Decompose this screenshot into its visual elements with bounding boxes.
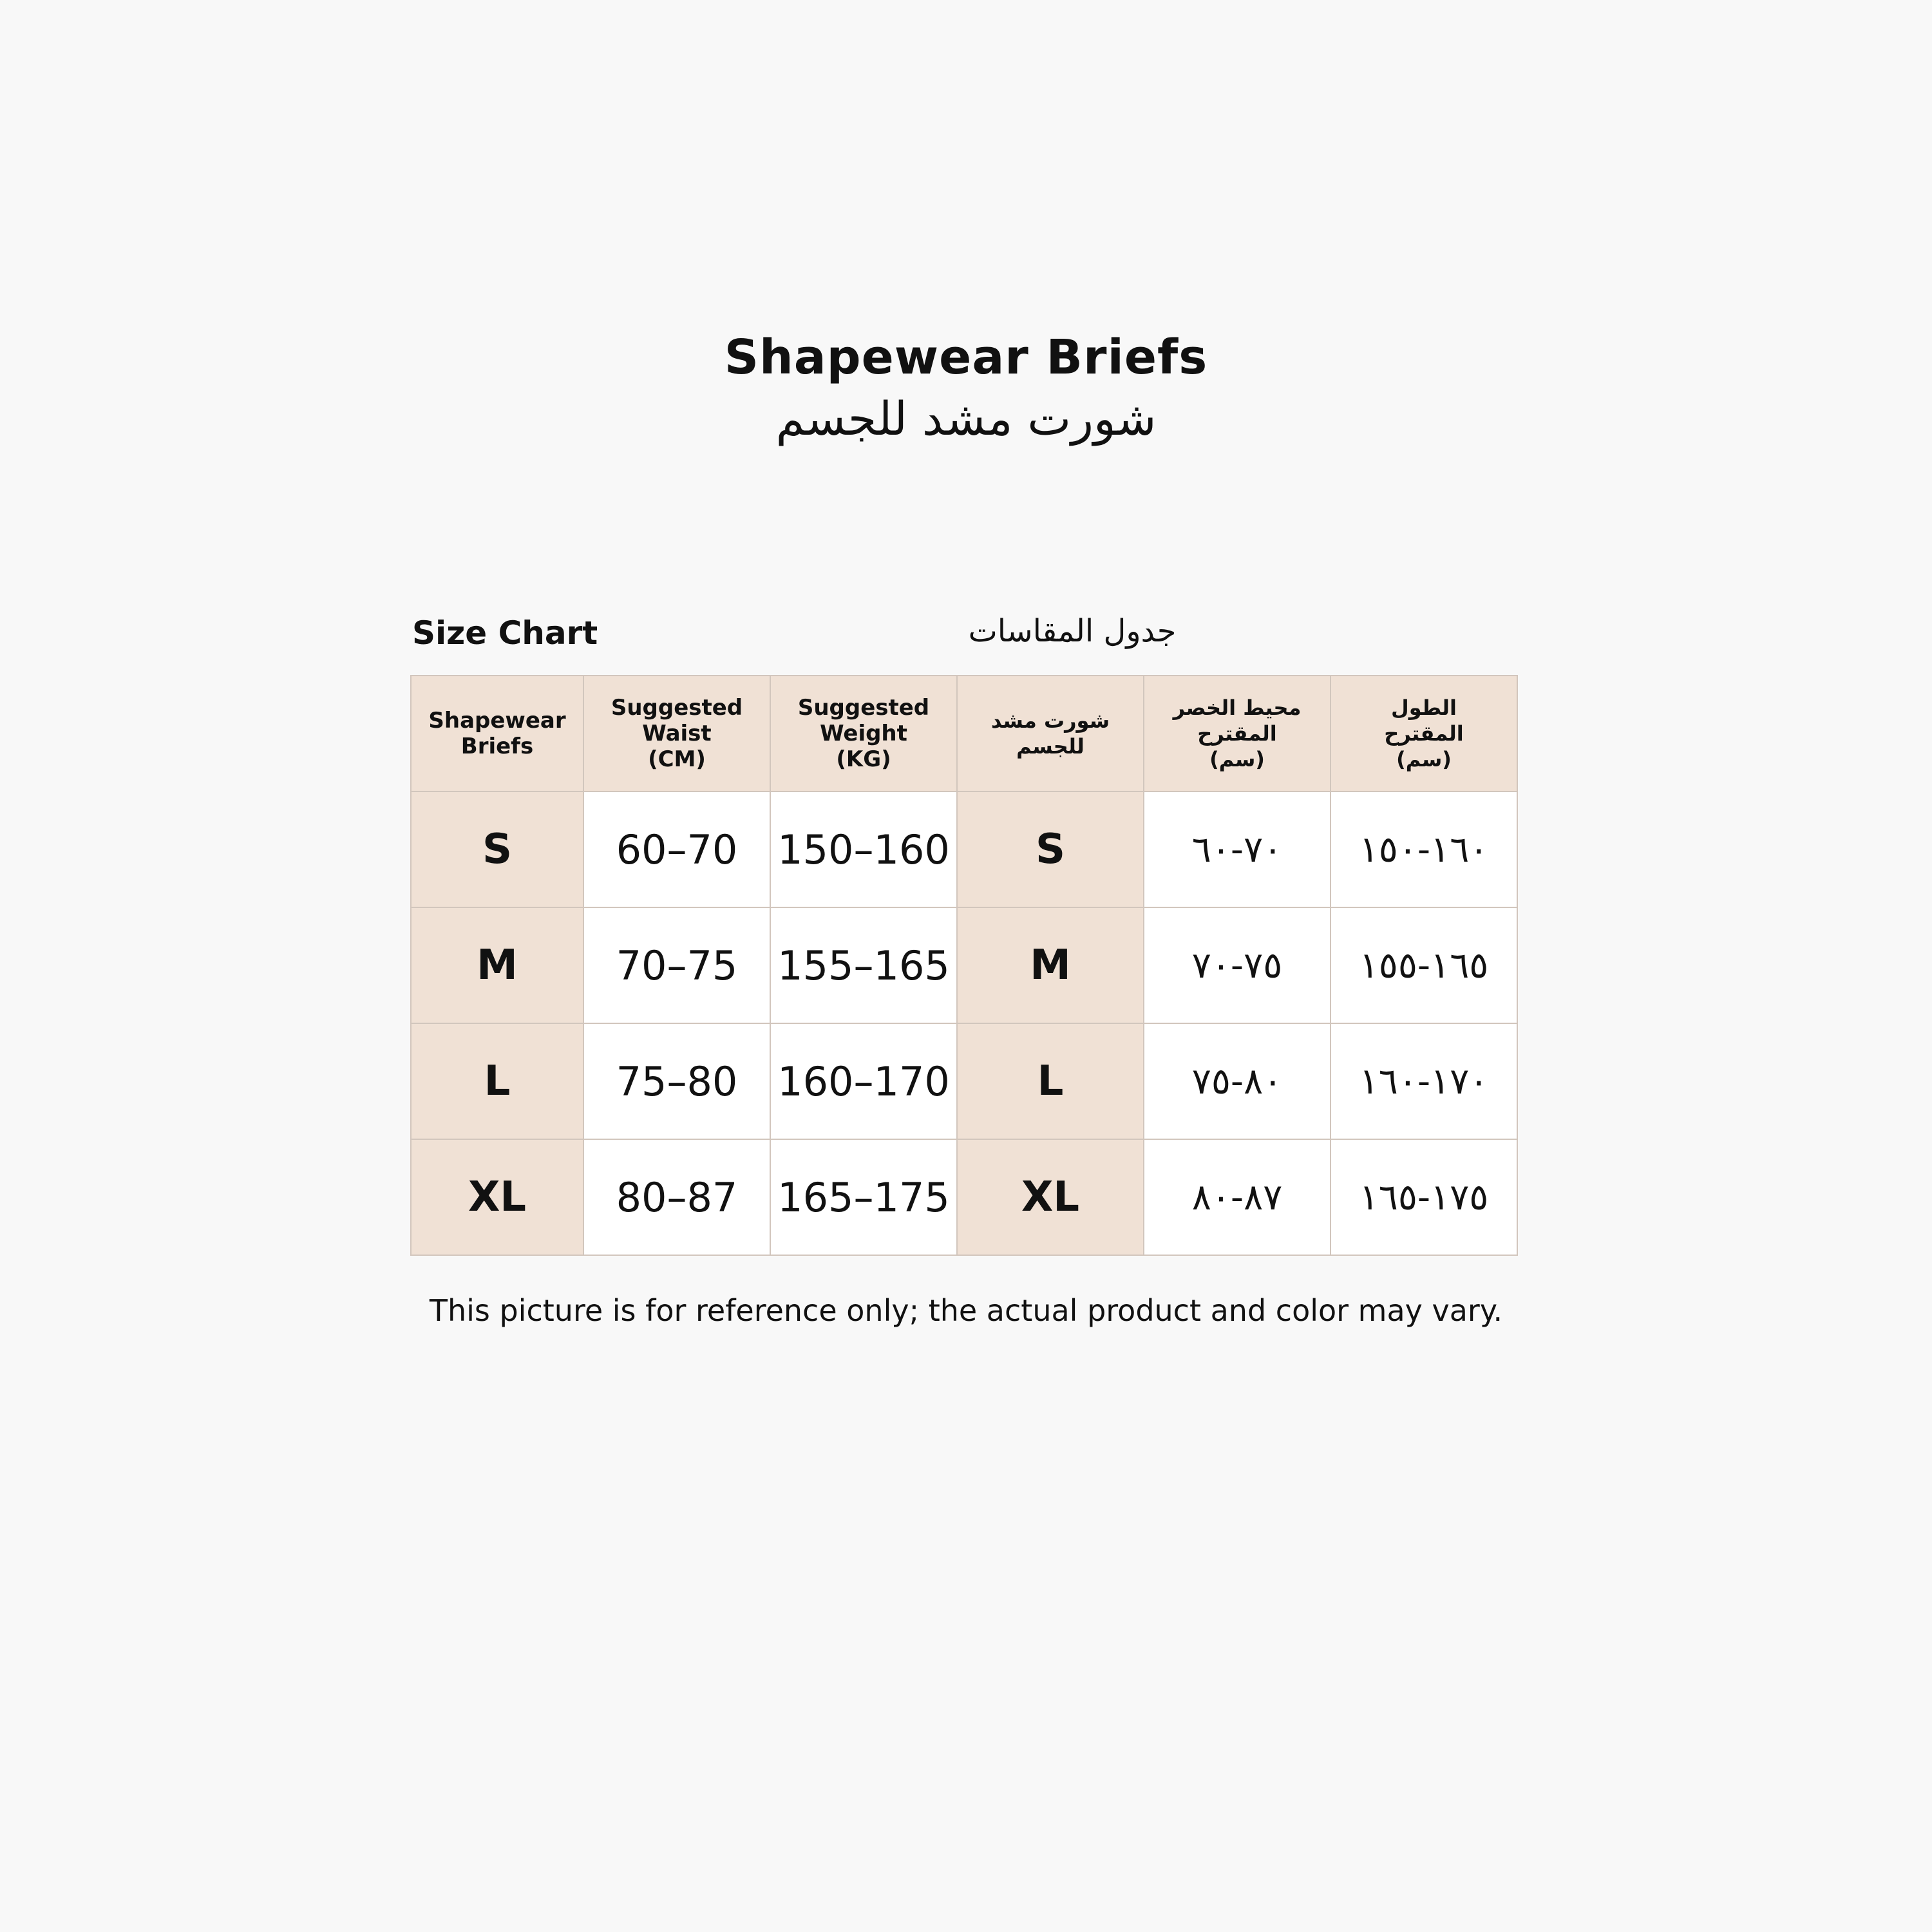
weight-cell: 165–175 [770,1139,957,1255]
disclaimer-note: This picture is for reference only; the actual product and color may vary. [429,1293,1503,1328]
waist-cell: 80–87 [583,1139,770,1255]
waist-cell-arabic: ٧٥-٧٠ [1144,907,1331,1023]
weight-cell: 155–165 [770,907,957,1023]
size-cell-arabic: S [957,791,1144,907]
header-waist-arabic: محيط الخصر المقترح (سم) [1144,676,1331,791]
size-cell: XL [411,1139,583,1255]
height-cell-arabic: ١٦٥-١٥٥ [1331,907,1517,1023]
size-cell: S [411,791,583,907]
height-cell-arabic: ١٧٥-١٦٥ [1331,1139,1517,1255]
waist-cell-arabic: ٨٧-٨٠ [1144,1139,1331,1255]
table-row [411,1023,1517,1139]
weight-cell: 160–170 [770,1023,957,1139]
size-cell-arabic: M [957,907,1144,1023]
page-title: Shapewear Briefs [724,330,1208,385]
table-row [411,791,1517,907]
page-title-arabic: شورت مشد للجسم [775,392,1157,446]
waist-cell: 60–70 [583,791,770,907]
size-chart-label-arabic: جدول المقاسات [968,613,1177,649]
height-cell-arabic: ١٧٠-١٦٠ [1331,1023,1517,1139]
header-product-arabic: شورت مشد للجسم [957,676,1144,791]
waist-cell-arabic: ٧٠-٦٠ [1144,791,1331,907]
table-header-row [411,676,1517,791]
header-height-arabic: الطول المقترح (سم) [1331,676,1517,791]
header-product: Shapewear Briefs [411,676,583,791]
height-cell-arabic: ١٦٠-١٥٠ [1331,791,1517,907]
size-cell: M [411,907,583,1023]
table-row [411,1139,1517,1255]
waist-cell: 75–80 [583,1023,770,1139]
size-chart-label: Size Chart [412,614,598,652]
header-weight: Suggested Weight (KG) [770,676,957,791]
waist-cell: 70–75 [583,907,770,1023]
header-waist: Suggested Waist (CM) [583,676,770,791]
size-cell-arabic: XL [957,1139,1144,1255]
table-row [411,907,1517,1023]
waist-cell-arabic: ٨٠-٧٥ [1144,1023,1331,1139]
weight-cell: 150–160 [770,791,957,907]
size-cell-arabic: L [957,1023,1144,1139]
size-chart-table [410,675,1518,1256]
size-cell: L [411,1023,583,1139]
